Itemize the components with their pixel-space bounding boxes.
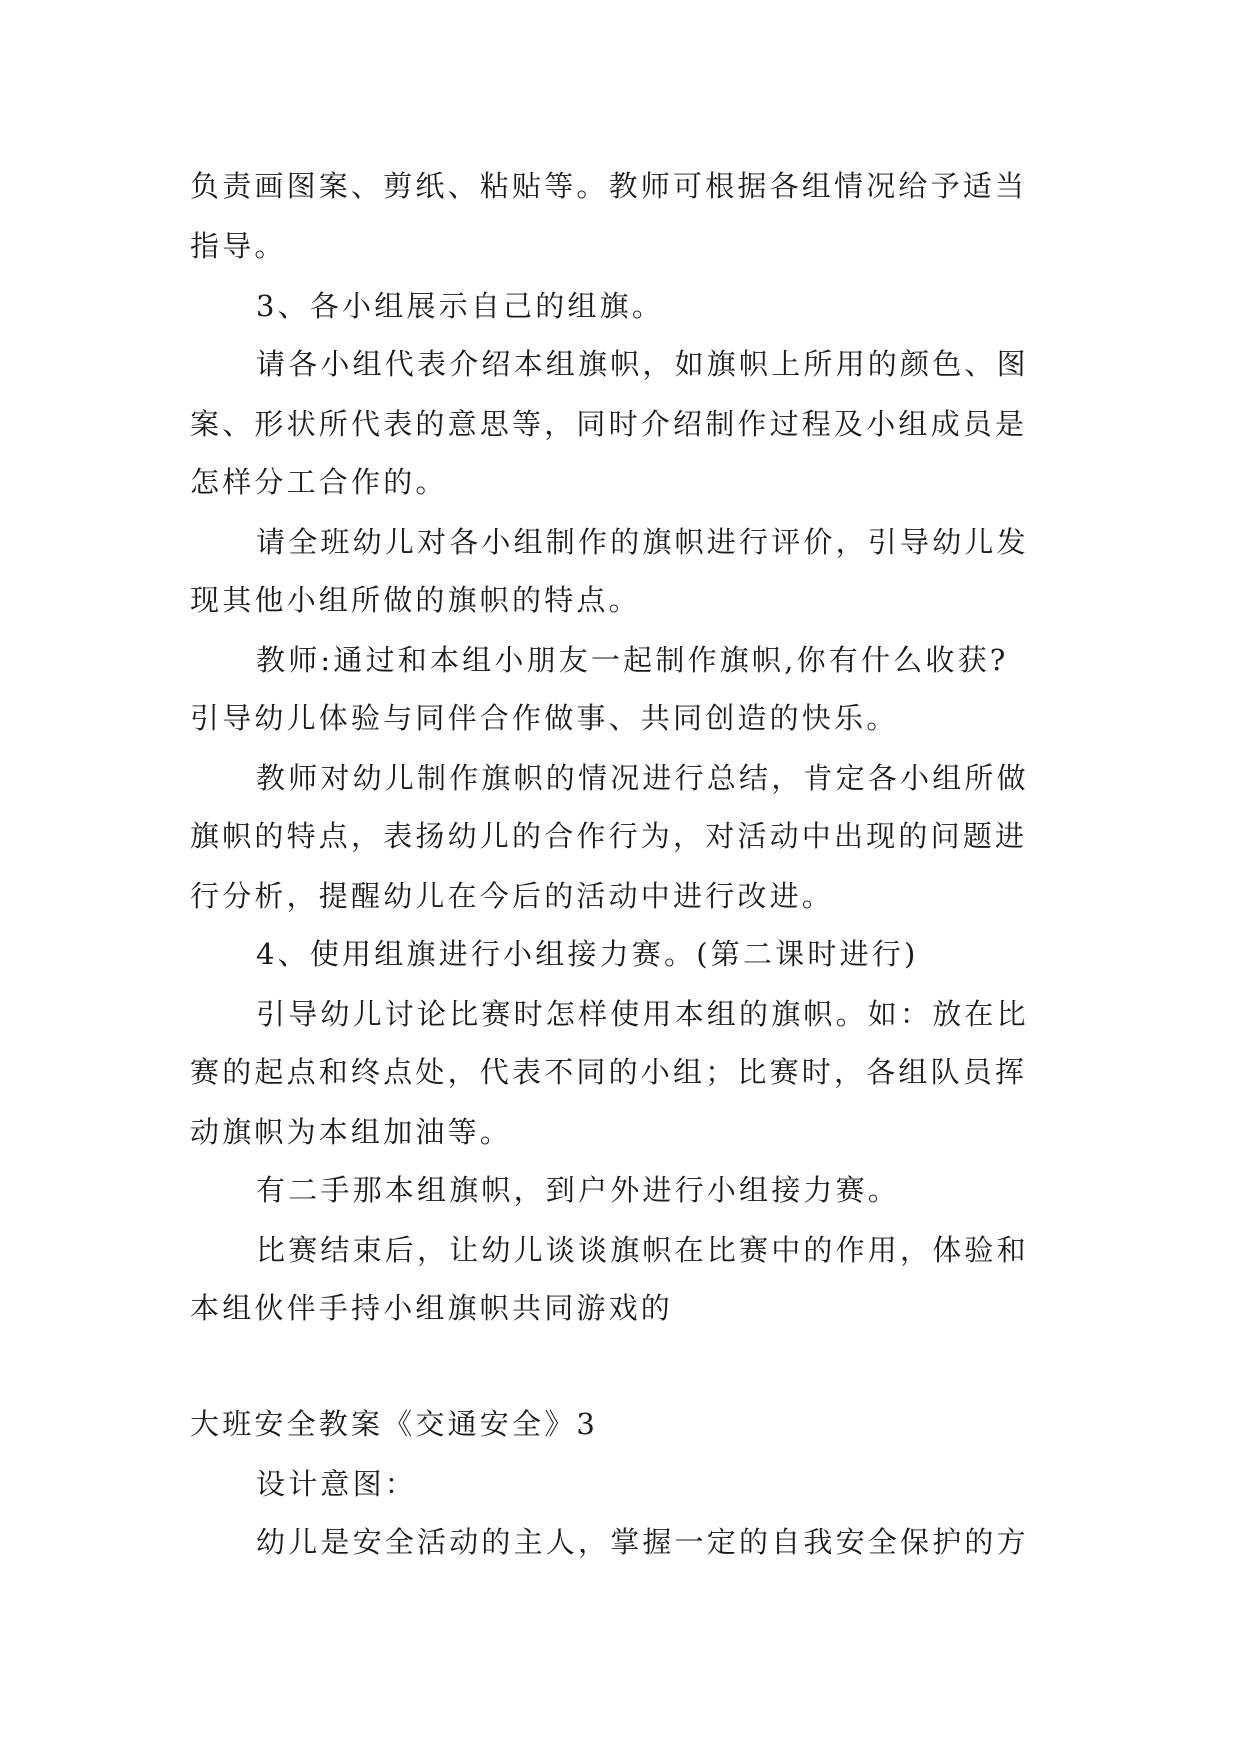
- text-line: 有二手那本组旗帜，到户外进行小组接力赛。: [256, 1173, 901, 1207]
- text-line: 负责画图案、剪纸、粘贴等。教师可根据各组情况给予适当: [190, 169, 1028, 203]
- text-line: 动旗帜为本组加油等。: [190, 1115, 513, 1149]
- section-title: 大班安全教案《交通安全》3: [190, 1407, 599, 1441]
- text-line: 教师对幼儿制作旗帜的情况进行总结，肯定各小组所做: [256, 761, 1029, 795]
- text-line: 赛的起点和终点处，代表不同的小组；比赛时，各组队员挥: [190, 1055, 1028, 1089]
- step-heading: 3、各小组展示自己的组旗。: [256, 289, 665, 323]
- text-line: 旗帜的特点，表扬幼儿的合作行为，对活动中出现的问题进: [190, 819, 1028, 853]
- text-line: 引导幼儿讨论比赛时怎样使用本组的旗帜。如：放在比: [256, 997, 1029, 1031]
- text-line: 设计意图：: [256, 1467, 418, 1501]
- text-line: 教师:通过和本组小朋友一起制作旗帜,你有什么收获?: [256, 643, 1009, 677]
- text-line: 案、形状所代表的意思等，同时介绍制作过程及小组成员是: [190, 407, 1028, 441]
- text-line: 现其他小组所做的旗帜的特点。: [190, 583, 641, 617]
- text-line: 行分析，提醒幼儿在今后的活动中进行改进。: [190, 879, 835, 913]
- text-line: 比赛结束后，让幼儿谈谈旗帜在比赛中的作用，体验和: [256, 1233, 1029, 1267]
- text-line: 指导。: [190, 229, 287, 263]
- text-line: 本组伙伴手持小组旗帜共同游戏的: [190, 1291, 674, 1325]
- step-heading: 4、使用组旗进行小组接力赛。(第二课时进行): [256, 937, 919, 971]
- text-line: 请全班幼儿对各小组制作的旗帜进行评价，引导幼儿发: [256, 525, 1029, 559]
- text-line: 引导幼儿体验与同伴合作做事、共同创造的快乐。: [190, 701, 899, 735]
- text-line: 幼儿是安全活动的主人，掌握一定的自我安全保护的方: [256, 1525, 1029, 1559]
- text-line: 怎样分工合作的。: [190, 465, 448, 499]
- text-line: 请各小组代表介绍本组旗帜，如旗帜上所用的颜色、图: [256, 347, 1029, 381]
